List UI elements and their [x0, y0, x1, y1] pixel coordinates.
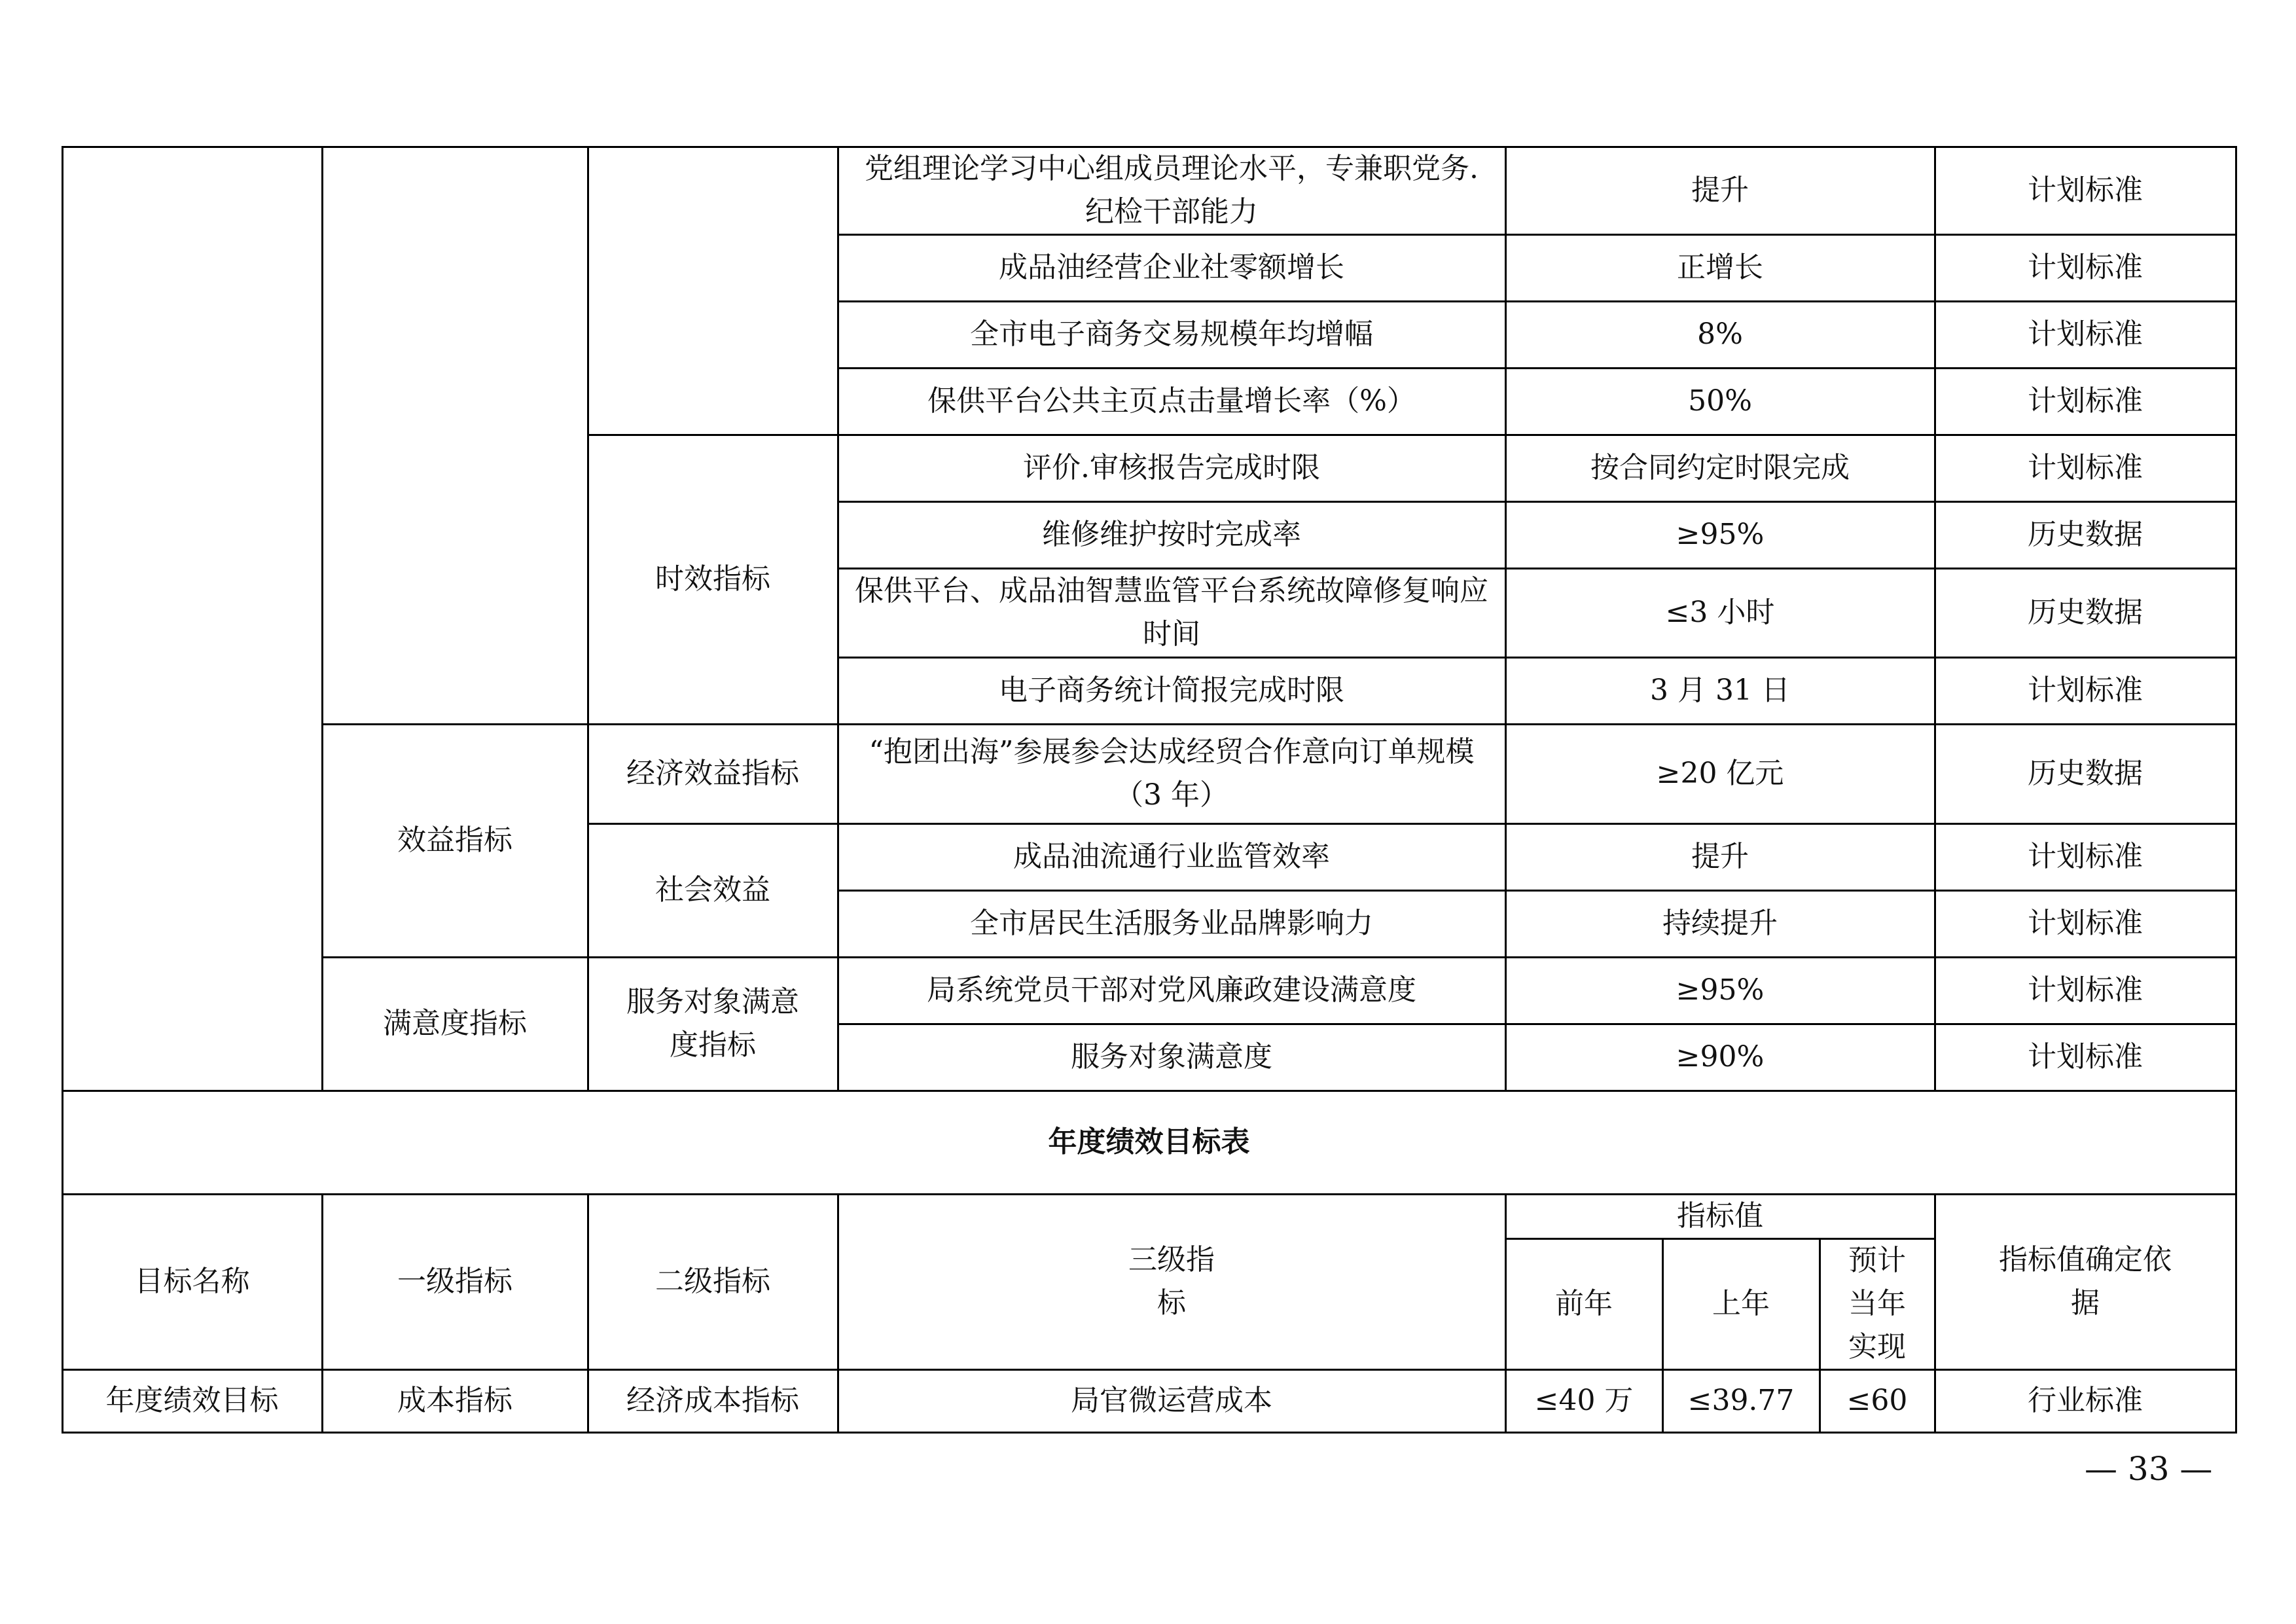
row13-basis: 计划标准 — [2028, 1040, 2143, 1074]
level2-timeliness: 时效指标 — [655, 562, 770, 596]
header-level1: 一级指标 — [397, 1265, 512, 1298]
table-border — [837, 1023, 2236, 1025]
row7-basis: 历史数据 — [2028, 596, 2143, 629]
row7-value: ≤3 小时 — [1665, 596, 1775, 629]
table-border — [837, 501, 2236, 503]
table2-title: 年度绩效目标表 — [1048, 1125, 1250, 1159]
row4-value: 50% — [1688, 384, 1752, 418]
data-prev-year: ≤40 万 — [1534, 1384, 1634, 1417]
header-last-year: 上年 — [1712, 1287, 1770, 1320]
table-border — [62, 1193, 2236, 1195]
row9-value: ≥20 亿元 — [1656, 757, 1784, 790]
header-indicator-value: 指标值 — [1677, 1199, 1763, 1233]
row11-basis: 计划标准 — [2028, 907, 2143, 940]
table-border — [1662, 1238, 1664, 1433]
table-border — [837, 146, 839, 1091]
table-border — [587, 823, 2236, 825]
row3-third: 全市电子商务交易规模年均增幅 — [970, 317, 1373, 351]
row13-third: 服务对象满意度 — [1071, 1040, 1272, 1074]
row9-third: “抱团出海”参展参会达成经贸合作意向订单规模（3 年） — [869, 735, 1475, 812]
row1-third: 党组理论学习中心组成员理论水平，专兼职党务.纪检干部能力 — [865, 152, 1479, 228]
row3-value: 8% — [1697, 317, 1743, 351]
data-level2: 经济成本指标 — [626, 1384, 799, 1417]
row2-basis: 计划标准 — [2028, 251, 2143, 284]
level2-service-satisfaction: 服务对象满意度指标 — [626, 985, 799, 1062]
data-basis: 行业标准 — [2028, 1384, 2143, 1417]
header-expected: 预计当年实现 — [1848, 1244, 1906, 1363]
table-border — [62, 146, 63, 1434]
row10-value: 提升 — [1691, 840, 1749, 873]
table-border — [1819, 1238, 1821, 1433]
table-border — [321, 146, 323, 1091]
table-border — [1505, 1193, 1507, 1433]
row1-value: 提升 — [1691, 173, 1749, 207]
table-border — [1505, 1238, 1936, 1240]
data-goal-name: 年度绩效目标 — [105, 1384, 279, 1417]
level1-benefit: 效益指标 — [397, 823, 512, 857]
row6-value: ≥95% — [1676, 518, 1765, 551]
level2-economic-benefit: 经济效益指标 — [626, 757, 799, 790]
row6-basis: 历史数据 — [2028, 518, 2143, 551]
data-expected: ≤60 — [1846, 1384, 1908, 1417]
row4-basis: 计划标准 — [2028, 384, 2143, 418]
table-border — [321, 1193, 323, 1433]
row8-basis: 计划标准 — [2028, 674, 2143, 707]
row12-value: ≥95% — [1676, 973, 1765, 1007]
table-border — [1505, 146, 1507, 1091]
table-border — [837, 1193, 839, 1433]
row11-third: 全市居民生活服务业品牌影响力 — [970, 907, 1373, 940]
row2-third: 成品油经营企业社零额增长 — [999, 251, 1344, 284]
table-border — [837, 657, 2236, 659]
header-goal-name: 目标名称 — [134, 1265, 250, 1298]
row5-third: 评价.审核报告完成时限 — [1023, 451, 1320, 484]
row12-basis: 计划标准 — [2028, 973, 2143, 1007]
row12-third: 局系统党员干部对党风廉政建设满意度 — [927, 973, 1416, 1007]
row8-value: 3 月 31 日 — [1650, 674, 1790, 707]
table-border — [1934, 146, 1936, 1091]
row2-value: 正增长 — [1677, 251, 1763, 284]
row13-value: ≥90% — [1676, 1040, 1765, 1074]
data-level3: 局官微运营成本 — [1071, 1384, 1272, 1417]
row10-third: 成品油流通行业监管效率 — [1013, 840, 1330, 873]
header-level2: 二级指标 — [655, 1265, 770, 1298]
table-border — [2235, 146, 2237, 1434]
table-border — [837, 568, 2236, 569]
row5-value: 按合同约定时限完成 — [1590, 451, 1850, 484]
level2-social-benefit: 社会效益 — [655, 873, 770, 907]
header-level3: 三级指标 — [1128, 1243, 1215, 1320]
row3-basis: 计划标准 — [2028, 317, 2143, 351]
table-border — [321, 723, 2236, 725]
level1-satisfaction: 满意度指标 — [383, 1007, 527, 1040]
table-border — [837, 367, 2236, 369]
table-border — [1934, 1193, 1936, 1433]
table-border — [837, 234, 2236, 236]
table-border — [587, 146, 589, 1091]
row5-basis: 计划标准 — [2028, 451, 2143, 484]
table-border — [587, 1193, 589, 1433]
table-border — [587, 434, 2236, 436]
table-border — [321, 956, 2236, 958]
table-border — [837, 300, 2236, 302]
table-border — [62, 146, 2236, 148]
header-basis: 指标值确定依据 — [1999, 1243, 2172, 1320]
row1-basis: 计划标准 — [2028, 173, 2143, 207]
row10-basis: 计划标准 — [2028, 840, 2143, 873]
table-border — [837, 890, 2236, 892]
header-prev-year: 前年 — [1555, 1287, 1613, 1320]
data-last-year: ≤39.77 — [1687, 1384, 1795, 1417]
data-level1: 成本指标 — [397, 1384, 512, 1417]
table-border — [62, 1369, 2236, 1371]
row8-third: 电子商务统计简报完成时限 — [999, 674, 1344, 707]
row4-third: 保供平台公共主页点击量增长率（%） — [927, 384, 1416, 418]
row11-value: 持续提升 — [1662, 907, 1778, 940]
row6-third: 维修维护按时完成率 — [1042, 518, 1301, 551]
row7-third: 保供平台、成品油智慧监管平台系统故障修复响应时间 — [855, 574, 1488, 651]
table-border — [62, 1090, 2236, 1092]
row9-basis: 历史数据 — [2028, 757, 2143, 790]
page-number: — 33 — — [2085, 1450, 2213, 1488]
table-border — [62, 1432, 2236, 1434]
